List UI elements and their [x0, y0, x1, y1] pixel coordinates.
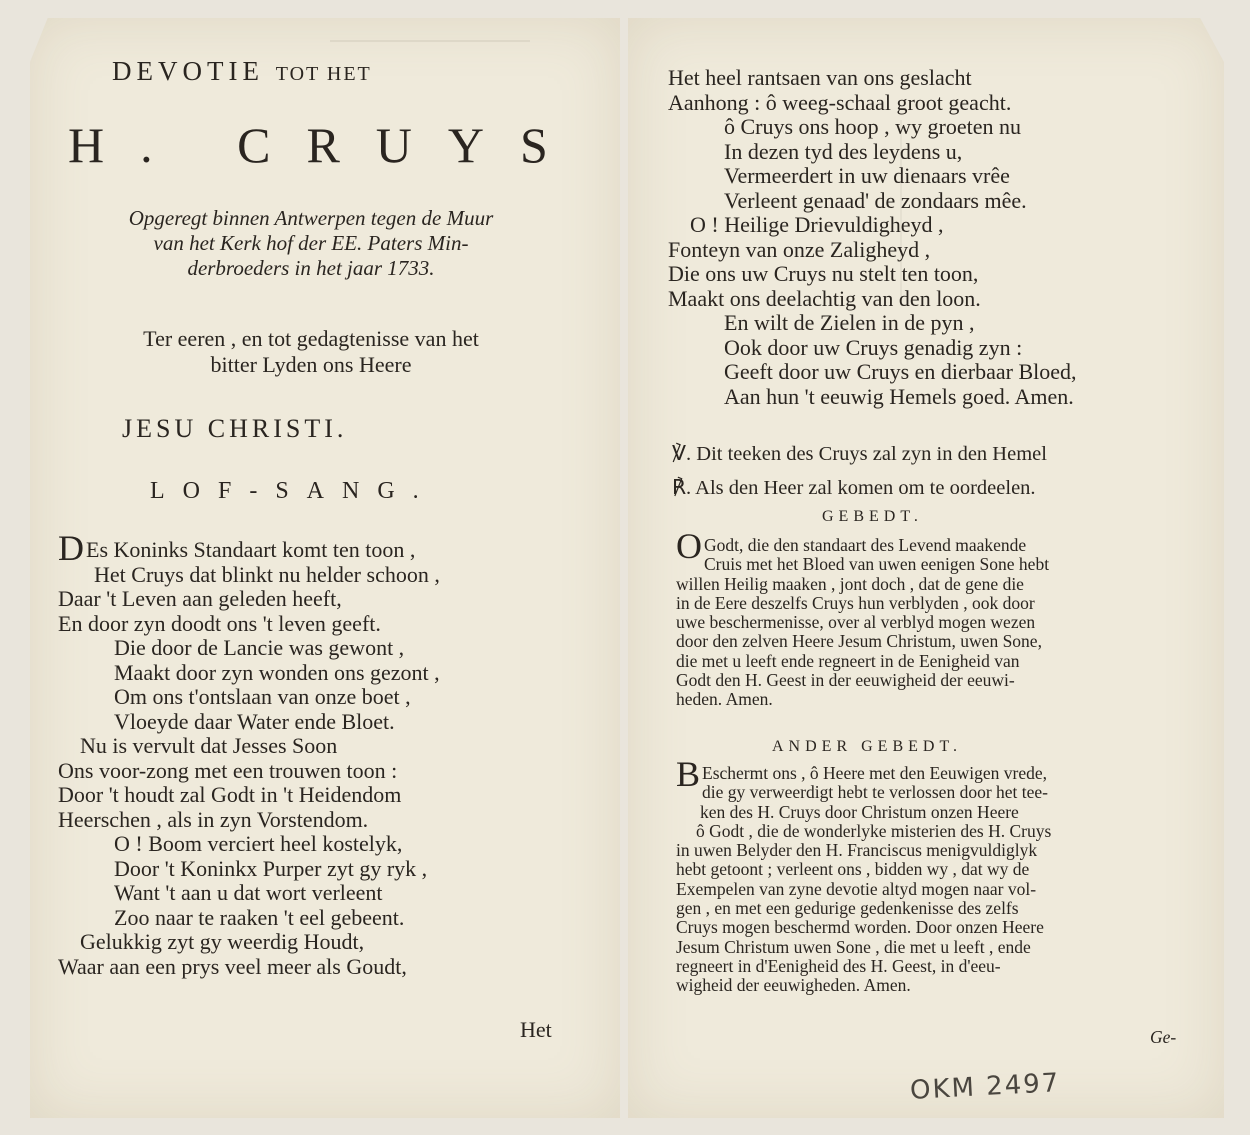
subtitle — [66, 206, 556, 281]
subtitle-line: Opgeregt binnen Antwerpen tegen de Muur — [128, 206, 494, 230]
prayer-line: ô Godt , die de wonderlyke misterien des H. Cruys — [696, 820, 1052, 841]
hymn-line: Maakt door zyn wonden ons gezont , — [114, 659, 440, 685]
prayer-line: Cruys mogen beschermd worden. Door onzen Heere — [676, 917, 1044, 938]
hymn-line: Ons voor-zong met een trouwen toon : — [58, 757, 398, 783]
prayer-line: uwe beschermenisse, over al verblyd mogen wezen — [676, 612, 1036, 633]
dedication-line: Ter eeren , en tot gedagtenisse van het — [143, 326, 479, 351]
response: ℟. Als den Heer zal komen om te oordeelen. — [672, 477, 1036, 499]
title-h-cruys: H. CRUYS — [68, 117, 584, 173]
prayer-line: regneert in d'Eenigheid des H. Geest, in d'eeu- — [676, 955, 1001, 976]
hymn-line: In dezen tyd des leydens u, — [724, 138, 963, 164]
prayer-line: Exempelen van zyne devotie altyd mogen naar vol- — [676, 878, 1037, 899]
prayer1-title: GEBEDT. — [822, 508, 923, 525]
hymn-line: Geeft door uw Cruys en dierbaar Bloed, — [724, 359, 1077, 384]
hymn-line: O ! Heilige Drievuldigheyd , — [690, 212, 944, 237]
hymn-line: Het heel rantsaen van ons geslacht — [668, 65, 972, 90]
hymn-line: D Es Koninks Standaart komt ten toon , — [58, 528, 416, 568]
versicle: ℣. Dit teeken des Cruys zal zyn in den Hemel — [672, 443, 1047, 465]
dedication — [66, 326, 556, 378]
prayer1 — [676, 526, 1050, 710]
hymn-line: Want 't aan u dat wort verleent — [114, 880, 383, 905]
catchword-right: Ge- — [1150, 1027, 1177, 1047]
prayer-line: willen Heilig maaken , jont doch , dat de gene die — [676, 573, 1024, 594]
title-devotie — [112, 56, 372, 87]
prayer-line: hebt getoont ; verleent ons , bidden wy , dat wy de — [676, 859, 1030, 880]
hymn-line: Die ons uw Cruys nu stelt ten toon, — [668, 261, 979, 286]
hymn-line: Daar 't Leven aan geleden heeft, — [58, 586, 342, 611]
prayer-line: Jesum Christum uwen Sone , die met u leeft , ende — [676, 936, 1031, 957]
hymn-line: ô Cruys ons hoop , wy groeten nu — [724, 114, 1021, 139]
hymn-right — [668, 66, 1077, 409]
lof-sang-heading: LOF-SANG. — [150, 478, 437, 504]
hymn-line: En door zyn doodt ons 't leven geeft. — [58, 610, 381, 636]
hymn-left — [58, 528, 440, 979]
prayer-line: ken des H. Cruys door Christum onzen Heere — [700, 801, 1019, 822]
hymn-line: Die door de Lancie was gewont , — [114, 635, 405, 660]
subtitle-line: van het Kerk hof der EE. Paters Min- — [153, 231, 469, 255]
prayer2 — [676, 754, 1052, 996]
title-tot-het: TOT HET — [275, 63, 372, 85]
dedication-line: bitter Lyden ons Heere — [210, 352, 412, 377]
prayer-line: B Eschermt ons , ô Heere met den Eeuwigen vrede, — [676, 754, 1048, 794]
inventory-number: OKM 2497 — [909, 1068, 1062, 1106]
prayer-line: O Godt, die den standaart des Levend maakende — [676, 526, 1027, 566]
prayer1-dropcap: O — [676, 526, 702, 566]
hymn-line: Vermeerdert in uw dienaars vrêe — [724, 163, 1010, 188]
hymn-dropcap: D — [58, 528, 84, 568]
hymn-line: Door 't Koninkx Purper zyt gy ryk , — [114, 855, 428, 881]
prayer2-title: ANDER GEBEDT. — [772, 738, 963, 755]
hymn-line: Aanhong : ô weeg-schaal groot geacht. — [668, 89, 1012, 115]
hymn-line: Gelukkig zyt gy weerdig Houdt, — [80, 929, 365, 954]
catchword-left: Het — [520, 1017, 552, 1042]
prayer-line: die met u leeft ende regneert in de Eenigheid van — [676, 650, 1020, 671]
prayer-line: in uwen Belyder den H. Franciscus menigvuldiglyk — [676, 840, 1038, 861]
hymn-line: En wilt de Zielen in de pyn , — [724, 310, 975, 335]
hymn-line: Verleent genaad' de zondaars mêe. — [724, 187, 1027, 213]
hymn-line: Om ons t'ontslaan van onze boet , — [114, 684, 411, 709]
hymn-line: Waar aan een prys veel meer als Goudt, — [58, 953, 407, 979]
prayer-line: gen , en met een gedurige gedenkenisse des zelfs — [676, 898, 1019, 919]
prayer-line: heden. Amen. — [676, 689, 773, 710]
prayer-line: in de Eere deszelfs Cruys hun verblyden , ook door — [676, 592, 1035, 613]
hymn-line: Nu is vervult dat Jesses Soon — [80, 733, 338, 758]
prayer-line: wigheid der eeuwigheden. Amen. — [676, 975, 911, 996]
hymn-line: Fonteyn van onze Zaligheyd , — [668, 236, 931, 262]
jesu-christi: JESU CHRISTI. — [122, 414, 348, 443]
prayer-line: door den zelven Heere Jesum Christum, uwen Sone, — [676, 631, 1042, 652]
title-devotie-word: DEVOTIE — [112, 56, 264, 86]
hymn-line: Zoo naar te raaken 't eel gebeent. — [114, 904, 405, 930]
hymn-line: Het Cruys dat blinkt nu helder schoon , — [94, 561, 440, 587]
hymn-line: O ! Boom verciert heel kostelyk, — [114, 831, 403, 856]
prayer-line: Cruis met het Bloed van uwen eenigen Sone hebt — [704, 554, 1050, 575]
prayer-line: die gy verweerdigt hebt te verlossen door het tee- — [702, 782, 1048, 803]
subtitle-line: derbroeders in het jaar 1733. — [187, 256, 435, 280]
hymn-line: Vloeyde daar Water ende Bloet. — [114, 708, 395, 734]
hymn-line: Maakt ons deelachtig van den loon. — [668, 285, 981, 311]
hymn-line: Ook door uw Cruys genadig zyn : — [724, 334, 1023, 360]
prayer-line: Godt den H. Geest in der eeuwigheid der eeuwi- — [676, 670, 1015, 691]
hymn-line: Aan hun 't eeuwig Hemels goed. Amen. — [724, 383, 1074, 409]
hymn-line: Door 't houdt zal Godt in 't Heidendom — [58, 782, 402, 807]
prayer2-dropcap: B — [676, 754, 701, 794]
hymn-line: Heerschen , als in zyn Vorstendom. — [58, 806, 369, 832]
